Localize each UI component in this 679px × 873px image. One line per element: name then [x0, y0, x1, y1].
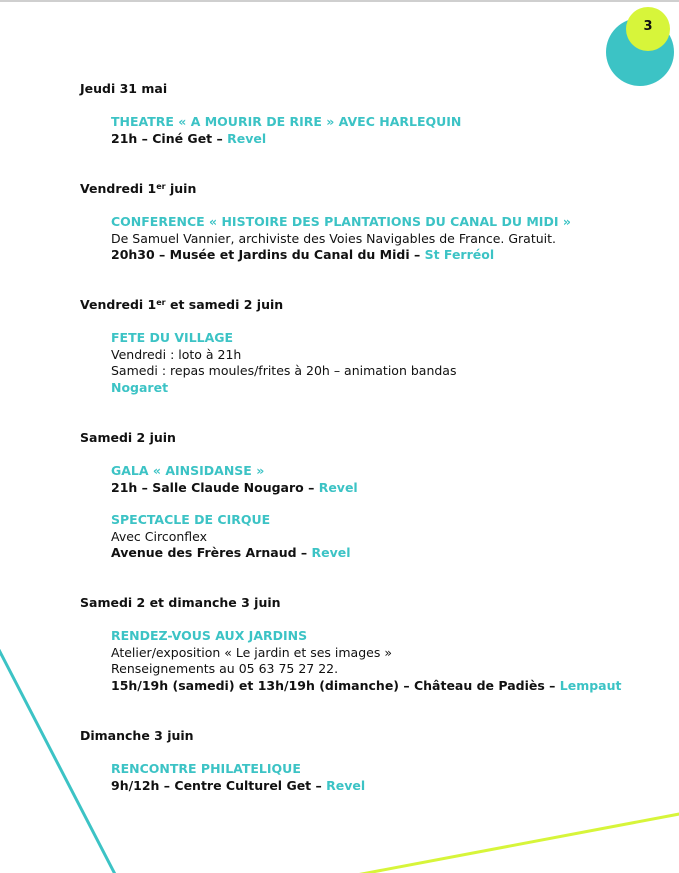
event-town: Revel: [318, 479, 358, 495]
day-block: [80, 727, 670, 794]
event-town: Nogaret: [111, 379, 169, 395]
event-detail: Samedi : repas moules/frites à 20h – animation bandas: [111, 363, 457, 378]
event-detail: Avec Circonflex: [111, 528, 208, 544]
event-time-place: Avenue des Frères Arnaud – Revel: [111, 545, 351, 560]
event-item: [111, 114, 670, 147]
event-title: RENCONTRE PHILATELIQUE: [111, 761, 301, 776]
day-heading: Samedi 2 et dimanche 3 juin: [80, 595, 281, 610]
event-title: RENDEZ-VOUS AUX JARDINS: [111, 628, 308, 643]
event-title: CONFERENCE « HISTOIRE DES PLANTATIONS DU CANAL DU MIDI »: [111, 214, 571, 229]
day-block: [80, 80, 670, 180]
event-title: THEATRE « A MOURIR DE RIRE » AVEC HARLEQUIN: [111, 114, 462, 129]
day-heading: Samedi 2 juin: [80, 430, 176, 445]
event-detail: Atelier/exposition « Le jardin et ses images »: [111, 644, 392, 660]
event-title: SPECTACLE DE CIRQUE: [111, 512, 271, 527]
agenda-list: [80, 80, 670, 794]
event-item: [111, 214, 670, 264]
day-block: [80, 296, 670, 429]
day-block: [80, 429, 670, 594]
event-item: [111, 628, 670, 694]
day-block: [80, 594, 670, 727]
event-item: [111, 761, 670, 794]
day-heading: Jeudi 31 mai: [80, 81, 168, 96]
lime-diagonal-stroke: [330, 812, 679, 873]
event-time-place: 15h/19h (samedi) et 13h/19h (dimanche) – Château de Padiès – Lempaut: [111, 677, 622, 693]
event-item: [111, 463, 670, 496]
event-town: Lempaut: [559, 677, 622, 693]
event-town: Revel: [326, 777, 366, 793]
event-time-place: 21h – Ciné Get – Revel: [111, 130, 267, 146]
event-time-place: 9h/12h – Centre Culturel Get – Revel: [111, 777, 366, 793]
event-time-place: 20h30 – Musée et Jardins du Canal du Midi – St Ferréol: [111, 247, 495, 262]
page-number-badge: 3: [643, 18, 653, 34]
day-heading: Vendredi 1er juin: [80, 181, 197, 196]
event-item: [111, 330, 670, 396]
event-title: FETE DU VILLAGE: [111, 330, 234, 345]
event-detail: Renseignements au 05 63 75 27 22.: [111, 661, 339, 676]
event-time-place: [111, 380, 670, 397]
day-block: [80, 180, 670, 296]
event-detail: Vendredi : loto à 21h: [111, 346, 242, 362]
event-item: [111, 512, 670, 562]
event-detail: De Samuel Vannier, archiviste des Voies Navigables de France. Gratuit.: [111, 230, 557, 246]
event-town: Revel: [311, 545, 351, 560]
day-heading: Vendredi 1er et samedi 2 juin: [80, 297, 284, 312]
event-town: St Ferréol: [424, 247, 495, 262]
day-heading: Dimanche 3 juin: [80, 728, 194, 743]
event-town: Revel: [227, 130, 267, 146]
event-time-place: 21h – Salle Claude Nougaro – Revel: [111, 479, 358, 495]
event-title: GALA « AINSIDANSE »: [111, 463, 265, 478]
